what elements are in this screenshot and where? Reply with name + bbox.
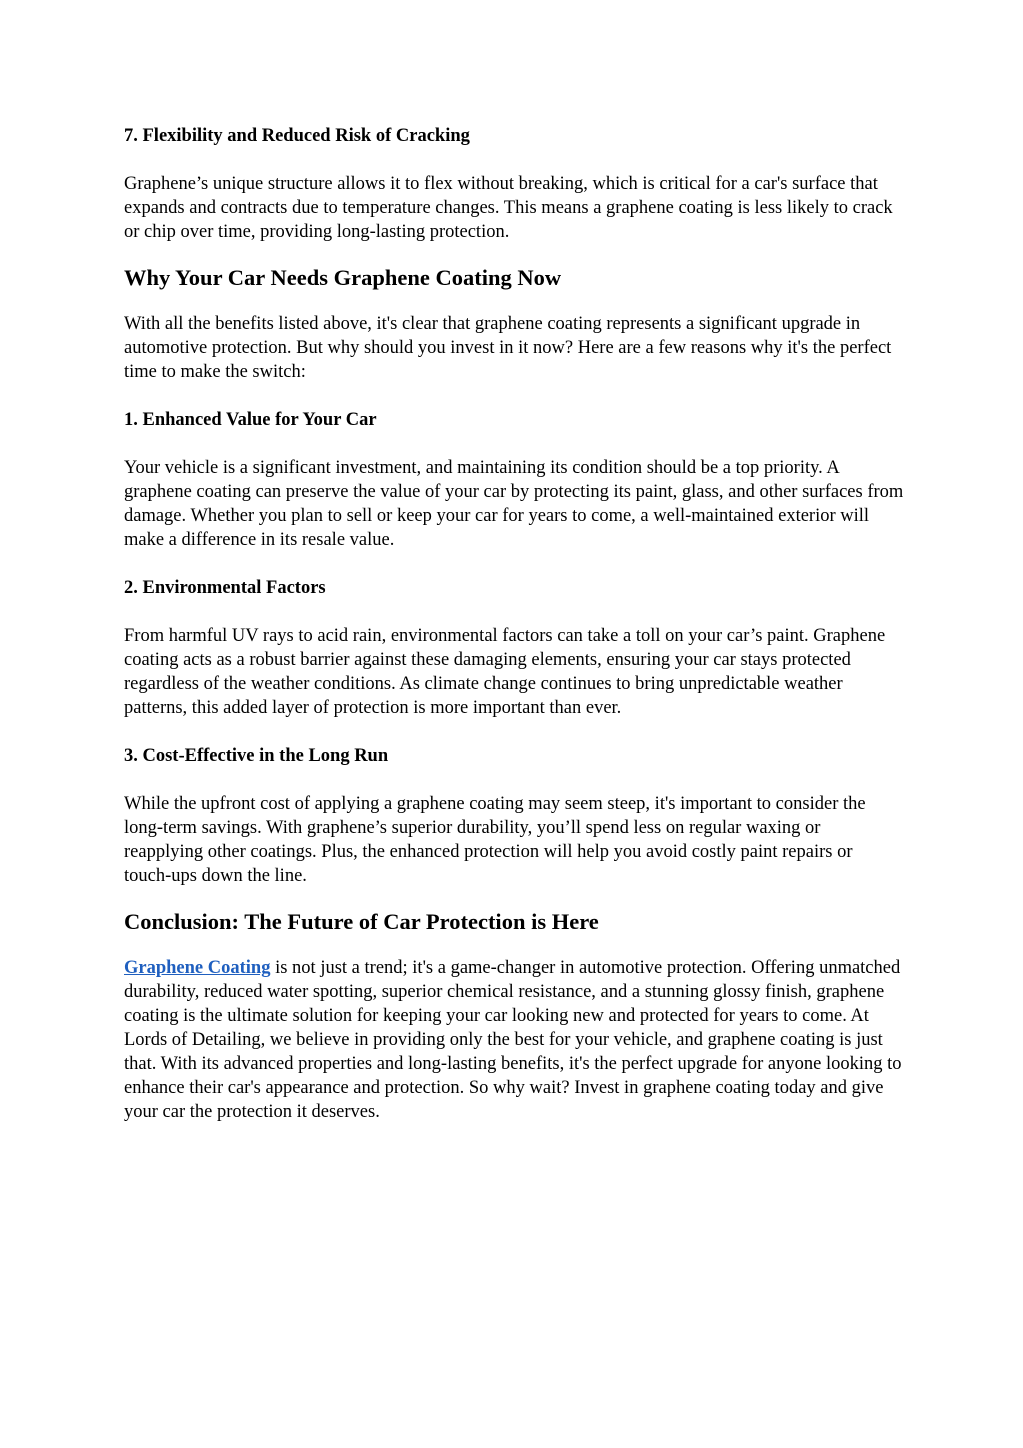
- reason-2-body: From harmful UV rays to acid rain, environmental factors can take a toll on your car’s paint. Graphene coating acts as a robust barrier against these damaging elements, ensuring your car stays protected regardless of the weather conditions. As climate change continues to bring unpredictable weather patterns, this added layer of protection is more important than ever.: [124, 626, 886, 718]
- graphene-coating-link[interactable]: Graphene Coating: [124, 958, 271, 978]
- section-7-body: Graphene’s unique structure allows it to flex without breaking, which is critical for a car's surface that expands and contracts due to temperature changes. This means a graphene coating is less likely to crack or chip over time, providing long-lasting protection.: [124, 174, 893, 242]
- conclusion-heading: Conclusion: The Future of Car Protection is Here: [124, 909, 599, 934]
- why-intro: With all the benefits listed above, it's clear that graphene coating represents a significant upgrade in automotive protection. But why should you invest in it now? Here are a few reasons why it's the perfect time to make the switch:: [124, 314, 892, 382]
- section-7-title: 7. Flexibility and Reduced Risk of Cracking: [124, 126, 470, 146]
- reason-1-body: Your vehicle is a significant investment, and maintaining its condition should be a top priority. A graphene coating can preserve the value of your car by protecting its paint, glass, and other surfaces from damage. Whether you plan to sell or keep your car for years to come, a well-maintained exterior will make a difference in its resale value.: [124, 458, 904, 550]
- reason-3-title: 3. Cost-Effective in the Long Run: [124, 746, 389, 766]
- conclusion-body-paragraph: [124, 956, 904, 1124]
- reason-3-body: While the upfront cost of applying a graphene coating may seem steep, it's important to consider the long-term savings. With graphene’s superior durability, you’ll spend less on regular waxing or reapplying other coatings. Plus, the enhanced protection will help you avoid costly paint repairs or touch-ups down the line.: [124, 794, 866, 886]
- document-content: [124, 124, 904, 1124]
- why-heading: Why Your Car Needs Graphene Coating Now: [124, 265, 562, 290]
- reason-2-title: 2. Environmental Factors: [124, 578, 326, 598]
- reason-1-title: 1. Enhanced Value for Your Car: [124, 410, 377, 430]
- conclusion-body-text: is not just a trend; it's a game-changer in automotive protection. Offering unmatched durability, reduced water spotting, superior chemical resistance, and a stunning glossy finish, graphene coating is the ultimate solution for keeping your car looking new and protected for years to come. At Lords of Detailing, we believe in providing only the best for your vehicle, and graphene coating is just that. With its advanced properties and long-lasting benefits, it's the perfect upgrade for anyone looking to enhance their car's appearance and protection. So why wait? Invest in graphene coating today and give your car the protection it deserves.: [124, 958, 902, 1122]
